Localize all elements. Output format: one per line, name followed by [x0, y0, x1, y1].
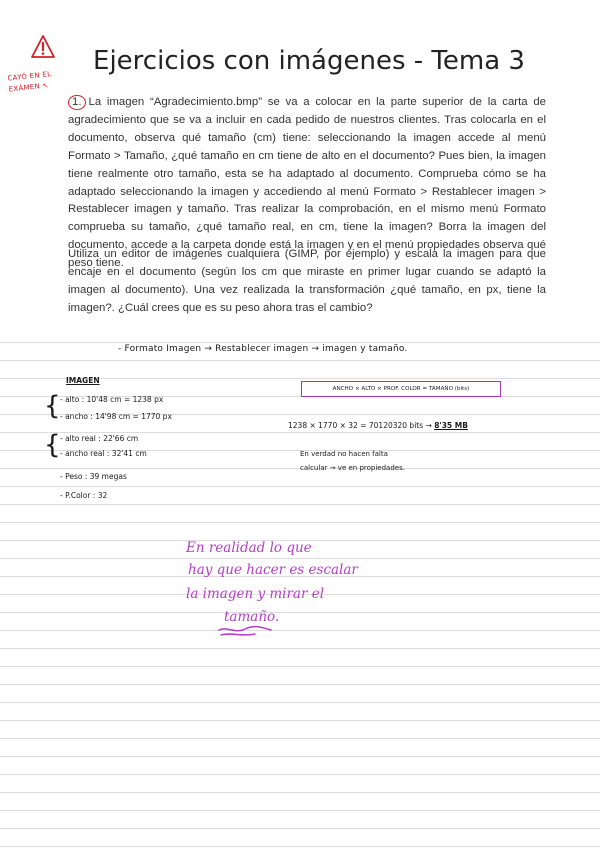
- exercise-number: 1.: [68, 95, 86, 110]
- ancho-note: - ancho : 14'98 cm = 1770 px: [60, 412, 172, 421]
- side-note-line-1: En verdad no hacen falta: [300, 450, 388, 458]
- calculation-result: 8'35 MB: [434, 421, 468, 430]
- purple-squiggle-underline: [215, 624, 275, 638]
- color-depth-note: - P.Color : 32: [60, 491, 108, 500]
- ancho-real-note: - ancho real : 32'41 cm: [60, 449, 147, 458]
- purple-note-line-2: hay que hacer es escalar: [188, 562, 358, 578]
- purple-note-line-4: tamaño.: [224, 609, 280, 625]
- alto-note: - alto : 10'48 cm = 1238 px: [60, 395, 164, 404]
- formula-box: ANCHO × ALTO × PROF. COLOR = TAMAÑO (bits): [301, 381, 501, 397]
- menu-path-note: - Formato Imagen → Restablecer imagen → imagen y tamaño.: [118, 344, 408, 354]
- warning-note-line-1: CAYÓ EN EL: [7, 70, 52, 83]
- calculation-text: 1238 × 1770 × 32 = 70120320 bits →: [288, 421, 432, 430]
- brace-2: {: [44, 430, 61, 460]
- brace-1: {: [44, 391, 61, 421]
- warning-note-line-2: EXÁMEN ↖: [8, 81, 50, 94]
- purple-note-line-1: En realidad lo que: [186, 540, 312, 556]
- imagen-heading: IMAGEN: [66, 376, 100, 385]
- purple-note-line-3: la imagen y mirar el: [186, 586, 325, 602]
- exercise-paragraph-2: Utiliza un editor de imágenes cualquiera (GIMP, por ejemplo) y escala la imagen para que encaje en el documento (según los cm que miraste en primer lugar cuando se adaptó la imagen al documento). Una vez realizada la transformación ¿qué tamaño, en px, tiene la imagen?. ¿Cuál crees que es su peso ahora tras el cambio?: [68, 248, 546, 314]
- alto-real-note: - alto real : 22'66 cm: [60, 434, 139, 443]
- calculation-note: [288, 421, 468, 430]
- page-title: Ejercicios con imágenes - Tema 3: [93, 46, 525, 76]
- peso-note: - Peso : 39 megas: [60, 472, 127, 481]
- side-note-line-2: calcular → ve en propiedades.: [300, 464, 405, 472]
- exercise-paragraph-1-text: La imagen “Agradecimiento.bmp” se va a colocar en la parte superior de la carta de agradecimiento que se va a incluir en cada pedido de nuestros clientes. Tras colocarla en el documento, observa qué tamaño (cm) tiene: seleccionando la imagen accede al menú Formato > Tamaño, ¿qué tamaño en cm tiene de alto en el documento? Pues bien, la imagen tiene realmente otro tamaño, esta se ha adaptado al documento. Comprueba cómo se ha adaptado seleccionando la imagen y accediendo al menú Formato > Restablecer imagen > Restablecer imagen y tamaño. Tras realizar la comprobación, en el mismo menú Formato comprueba su tamaño, ¿qué tamaño real, en cm, tiene la imagen? Borra la imagen del documento, accede a la carpeta donde está la imagen y en el menú propiedades observa qué peso tiene.: [68, 96, 546, 270]
